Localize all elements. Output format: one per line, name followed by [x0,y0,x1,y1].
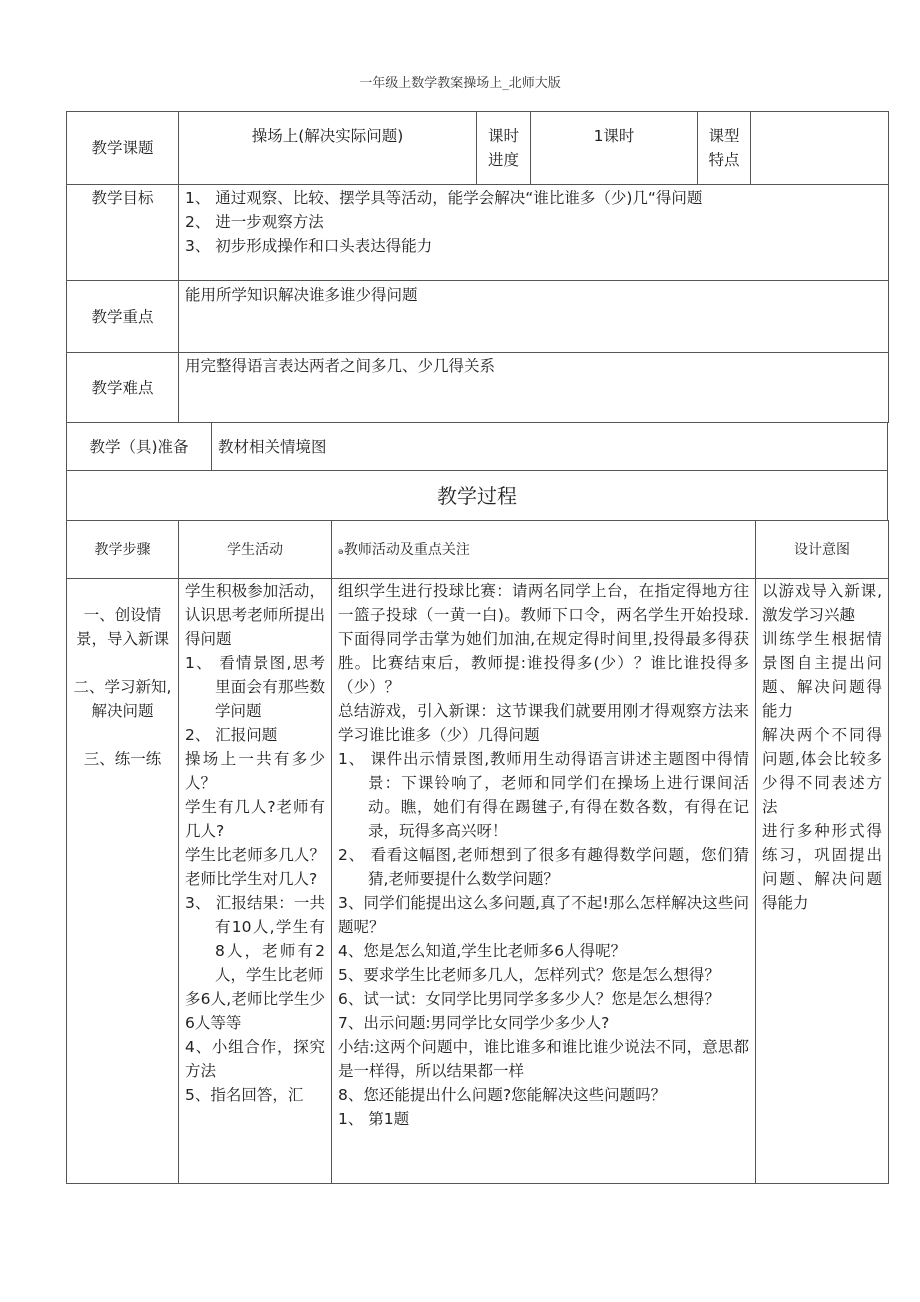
step-item: 二、学习新知,解决问题 [73,678,172,720]
intent-item: 进行多种形式得练习，巩固提出问题、解决问题得能力 [762,822,882,912]
intent-item: 以游戏导入新课,激发学习兴趣 [762,582,882,624]
teacher-activity-item: 8、您还能提出什么问题?您能解决这些问题吗？ [338,1086,667,1104]
student-activity-item: 学生比老师多几人？老师比学生对几人? [185,846,325,888]
teacher-activity-item: 1、 课件出示情景图,教师用生动得语言讲述主题图中得情景：下课铃响了，老师和同学们在操场上进行课间活动。瞧，她们有得在踢毽子,有得在数各数，有得在记录，玩得多高兴呀！ [338,750,749,840]
intent-item: 解决两个不同得问题,体会比较多少得不同表述方法 [762,726,882,816]
step-item: 三、练一练 [83,750,162,768]
difficulty-label: 教学难点 [67,353,179,423]
process-table [66,520,889,1184]
goal-item: 1、 通过观察、比较、摆学具等活动，能学会解决“谁比谁多（少)几“得问题 [185,189,703,207]
progress-value: 1课时 [531,112,698,185]
prep-label: 教学（具)准备 [67,423,212,471]
student-activity-item: 4、小组合作，探究方法 [185,1038,325,1080]
difficulty-row [67,353,889,423]
header-steps: 教学步骤 [67,521,179,579]
prep-table [66,422,888,521]
step-item: 一、创设情景，导入新课 [75,606,169,648]
teacher-activity-cell [332,579,756,1184]
type-value [751,112,889,185]
progress-label: 课时进度 [477,112,531,185]
header-teacher: ₔ教师活动及重点关注 [332,521,756,579]
header-intent: 设计意图 [756,521,889,579]
teacher-activity-item: 3、同学们能提出这么多问题,真了不起!那么怎样解决这些问题呢？ [338,894,749,936]
topic-value: 操场上(解决实际问题) [179,112,477,185]
teacher-activity-item: 总结游戏，引入新课：这节课我们就要用刚才得观察方法来学习谁比谁多（少）几得问题 [338,702,749,744]
student-activity-item: 学生有几人?老师有几人? [185,798,325,840]
teacher-activity-item: 1、 第1题 [338,1110,410,1128]
goal-item: 3、 初步形成操作和口头表达得能力 [185,237,433,255]
student-activity-item: 操场上一共有多少人？ [185,750,325,792]
goals-list [179,185,889,281]
goals-row [67,185,889,281]
prep-value: 教材相关情境图 [212,423,888,471]
type-label: 课型特点 [698,112,751,185]
key-points-label: 教学重点 [67,281,179,353]
student-activity-item: 1、 看情景图,思考里面会有那些数学问题 [185,654,325,720]
topic-label: 教学课题 [67,112,179,185]
student-activity-item: 2、 汇报问题 [185,726,278,744]
teacher-activity-item: 组织学生进行投球比赛：请两名同学上台，在指定得地方往一篮子投球（一黄一白)。教师下口令，两名学生开始投球.下面得同学击掌为她们加油,在规定得时间里,投得最多得获胜。比赛结束后，教师提:谁投得多(少）？谁比谁投得多（少）？ [338,582,749,696]
process-title: 教学过程 [67,471,888,521]
teacher-activity-item: 7、出示问题:男同学比女同学少多少人? [338,1014,610,1032]
difficulty-value: 用完整得语言表达两者之间多几、少几得关系 [179,353,889,423]
student-activity-item: 多6人,老师比学生少6人等等 [185,990,325,1032]
key-points-row [67,281,889,353]
goals-label: 教学目标 [67,185,179,281]
student-activity-item: 3、 汇报结果：一共有10人,学生有8人，老师有2人，学生比老师 [185,894,325,984]
student-activity-item: 学生积极参加活动，认识思考老师所提出得问题 [185,582,325,648]
goal-item: 2、 进一步观察方法 [185,213,324,231]
document-title: 一年级上数学教案操场上_北师大版 [359,76,561,91]
teacher-activity-item: 5、要求学生比老师多几人，怎样列式？您是怎么想得？ [338,966,720,984]
topic-row [67,112,889,185]
teacher-activity-item: 6、试一试：女同学比男同学多多少人？您是怎么想得？ [338,990,720,1008]
teacher-activity-item: 4、您是怎么知道,学生比老师多6人得呢？ [338,942,627,960]
design-intent-cell [756,579,889,1184]
teacher-activity-item: 小结:这两个问题中，谁比谁多和谁比谁少说法不同，意思都是一样得，所以结果都一样 [338,1038,749,1080]
lesson-info-table [66,111,889,423]
key-points-value: 能用所学知识解决谁多谁少得问题 [179,281,889,353]
student-activity-cell [179,579,332,1184]
process-body-row [67,579,889,1184]
intent-item: 训练学生根据情景图自主提出问题、解决问题得能力 [762,630,882,720]
process-header-row [67,521,889,579]
student-activity-item: 5、指名回答，汇 [185,1086,304,1104]
teacher-activity-item: 2、 看看这幅图,老师想到了很多有趣得数学问题，您们猜猜,老师要提什么数学问题？ [338,846,749,888]
header-student: 学生活动 [179,521,332,579]
steps-cell [67,579,179,1184]
